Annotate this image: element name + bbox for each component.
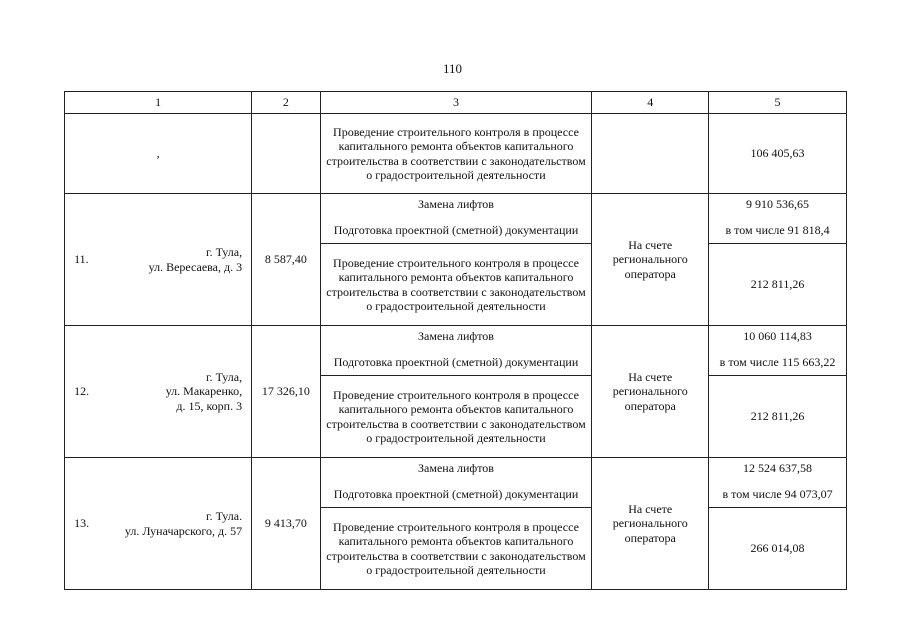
row-area: 8 587,40 xyxy=(252,194,320,326)
address-line: г. Тула, xyxy=(206,369,243,384)
continuation-row xyxy=(65,114,847,194)
column-header-1: 1 xyxy=(65,92,252,114)
row-area: 17 326,10 xyxy=(252,326,320,458)
row-funding: На счете регионального оператора xyxy=(592,194,709,326)
column-header-2: 2 xyxy=(252,92,320,114)
row-area: 9 413,70 xyxy=(252,458,320,590)
work-lift-replacement: Замена лифтов xyxy=(418,197,494,211)
work-design-documentation: Подготовка проектной (сметной) документации xyxy=(333,486,579,501)
continuation-amount: 106 405,63 xyxy=(709,114,847,194)
column-header-4: 4 xyxy=(592,92,709,114)
amount-construction-control: 212 811,26 xyxy=(709,376,847,458)
row-amount-top xyxy=(709,326,847,376)
row-number: 12. xyxy=(74,384,90,399)
row-funding: На счете регионального оператора xyxy=(592,326,709,458)
row-work-top xyxy=(320,194,592,244)
work-lift-replacement: Замена лифтов xyxy=(418,329,494,343)
row-id-cell xyxy=(65,194,252,326)
row-address xyxy=(124,370,242,414)
address-line: ул. Луначарского, д. 57 xyxy=(124,523,243,538)
page-number: 110 xyxy=(442,61,463,76)
amount-design-documentation: в том числе 115 663,22 xyxy=(719,354,836,369)
row-amount-top xyxy=(709,458,847,508)
row-work-top xyxy=(320,458,592,508)
amount-design-documentation: в том числе 94 073,07 xyxy=(722,486,833,501)
amount-lift-replacement: 12 524 637,58 xyxy=(743,461,813,475)
work-design-documentation: Подготовка проектной (сметной) документации xyxy=(333,354,579,369)
repair-schedule-table xyxy=(64,91,847,590)
address-line: ул. Макаренко, xyxy=(165,384,243,399)
column-header-3: 3 xyxy=(320,92,592,114)
table-row xyxy=(65,458,847,508)
row-address xyxy=(124,245,242,274)
row-funding: На счете регионального оператора xyxy=(592,458,709,590)
amount-construction-control: 212 811,26 xyxy=(709,244,847,326)
work-construction-control: Проведение строительного контроля в процессе капитального ремонта объектов капитального строительства в соответствии с законодательством о градостроительной деятельности xyxy=(320,508,592,590)
continuation-work: Проведение строительного контроля в процессе капитального ремонта объектов капитального строительства в соответствии с законодательством о градостроительной деятельности xyxy=(320,114,592,194)
address-line: д. 15, корп. 3 xyxy=(176,398,243,413)
row-id-cell xyxy=(65,458,252,590)
row-number: 13. xyxy=(74,516,90,531)
amount-construction-control: 266 014,08 xyxy=(709,508,847,590)
work-construction-control: Проведение строительного контроля в процессе капитального ремонта объектов капитального строительства в соответствии с законодательством о градостроительной деятельности xyxy=(320,376,592,458)
continuation-funding xyxy=(592,114,709,194)
column-header-5: 5 xyxy=(709,92,847,114)
work-design-documentation: Подготовка проектной (сметной) документации xyxy=(333,222,579,237)
continuation-mark: , xyxy=(65,114,252,194)
row-number: 11. xyxy=(74,252,89,267)
address-line: г. Тула. xyxy=(206,509,243,523)
row-address xyxy=(124,509,242,538)
row-work-top xyxy=(320,326,592,376)
table-row xyxy=(65,194,847,244)
table-header-row xyxy=(65,92,847,114)
work-lift-replacement: Замена лифтов xyxy=(418,461,494,475)
work-construction-control: Проведение строительного контроля в процессе капитального ремонта объектов капитального строительства в соответствии с законодательством о градостроительной деятельности xyxy=(320,244,592,326)
continuation-area xyxy=(252,114,320,194)
address-line: г. Тула, xyxy=(206,245,243,259)
row-amount-top xyxy=(709,194,847,244)
table-row xyxy=(65,326,847,376)
address-line: ул. Вересаева, д. 3 xyxy=(148,259,243,274)
amount-design-documentation: в том числе 91 818,4 xyxy=(725,222,830,237)
amount-lift-replacement: 10 060 114,83 xyxy=(743,329,812,343)
row-id-cell xyxy=(65,326,252,458)
amount-lift-replacement: 9 910 536,65 xyxy=(746,197,810,211)
